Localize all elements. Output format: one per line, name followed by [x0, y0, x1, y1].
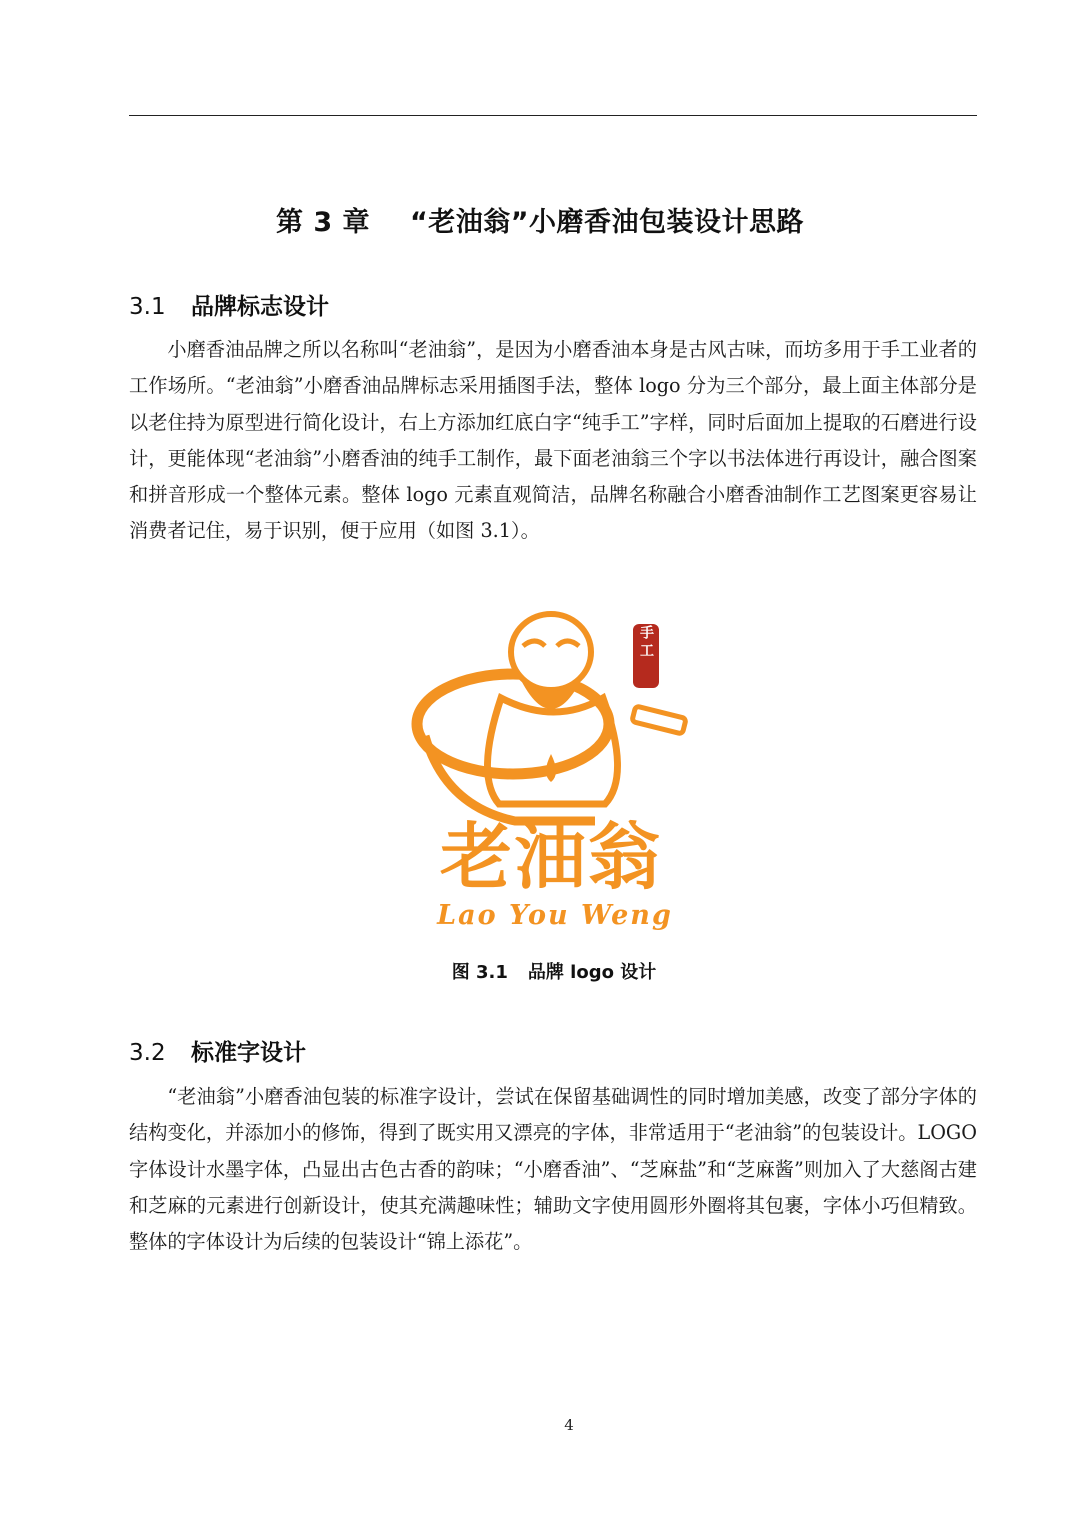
- section-3-1-paragraph: 小磨香油品牌之所以名称叫“老油翁”，是因为小磨香油本身是古风古味，而坊多用于手工业者的工作场所。“老油翁”小磨香油品牌标志采用插图手法，整体 logo 分为三个部分，最上面主体部分是以老住持为原型进行简化设计，右上方添加红底白字“纯手工”字样，同时后面加上提取的石磨进行设计，更能体现“老油翁”小磨香油的纯手工制作，最下面老油翁三个字以书法体进行再设计，融合图案和拼音形成一个整体元素。整体 logo 元素直观简洁，品牌名称融合小磨香油制作工艺图案更容易让消费者记住，易于识别，便于应用（如图 3.1）。: [129, 338, 977, 543]
- section-title: 品牌标志设计: [191, 294, 329, 320]
- header-rule: [129, 115, 977, 116]
- section-title: 标准字设计: [191, 1040, 306, 1066]
- chapter-title: [0, 200, 1080, 239]
- section-heading-3-2: [129, 1034, 306, 1067]
- chapter-number: 第 3 章: [275, 207, 371, 238]
- figure-caption: [0, 958, 1080, 984]
- logo-brand-name: 老油翁: [439, 815, 663, 899]
- monk-head: [511, 614, 591, 690]
- handmade-stamp-text: 纯手工: [638, 607, 654, 661]
- section-number: 3.2: [129, 1040, 166, 1066]
- section-3-2-paragraph: “老油翁”小磨香油包装的标准字设计，尝试在保留基础调性的同时增加美感，改变了部分字体的结构变化，并添加小的修饰，得到了既实用又漂亮的字体，非常适用于“老油翁”的包装设计。LOGO 字体设计水墨字体，凸显出古色古香的韵味；“小磨香油”、“芝麻盐”和“芝麻酱”则加入了大慈阁古建和芝麻的元素进行创新设计，使其充满趣味性；辅助文字使用圆形外圈将其包裹，字体小巧但精致。整体的字体设计为后续的包装设计“锦上添花”。: [129, 1085, 977, 1254]
- section-heading-3-1: [129, 288, 329, 321]
- logo-pinyin: Lao You Weng: [437, 900, 673, 931]
- brand-logo-image: [405, 606, 705, 936]
- brand-logo-figure: [405, 606, 705, 936]
- oil-drop-icon: [546, 754, 556, 782]
- figure-number: 图 3.1: [451, 962, 508, 983]
- millstone-shape: [417, 674, 609, 774]
- chapter-title-text: “老油翁”小磨香油包装设计思路: [410, 207, 805, 238]
- figure-caption-text: 品牌 logo 设计: [527, 962, 657, 983]
- section-number: 3.1: [129, 294, 166, 320]
- page-number: 4: [564, 1416, 574, 1434]
- millstone-handle: [632, 706, 686, 734]
